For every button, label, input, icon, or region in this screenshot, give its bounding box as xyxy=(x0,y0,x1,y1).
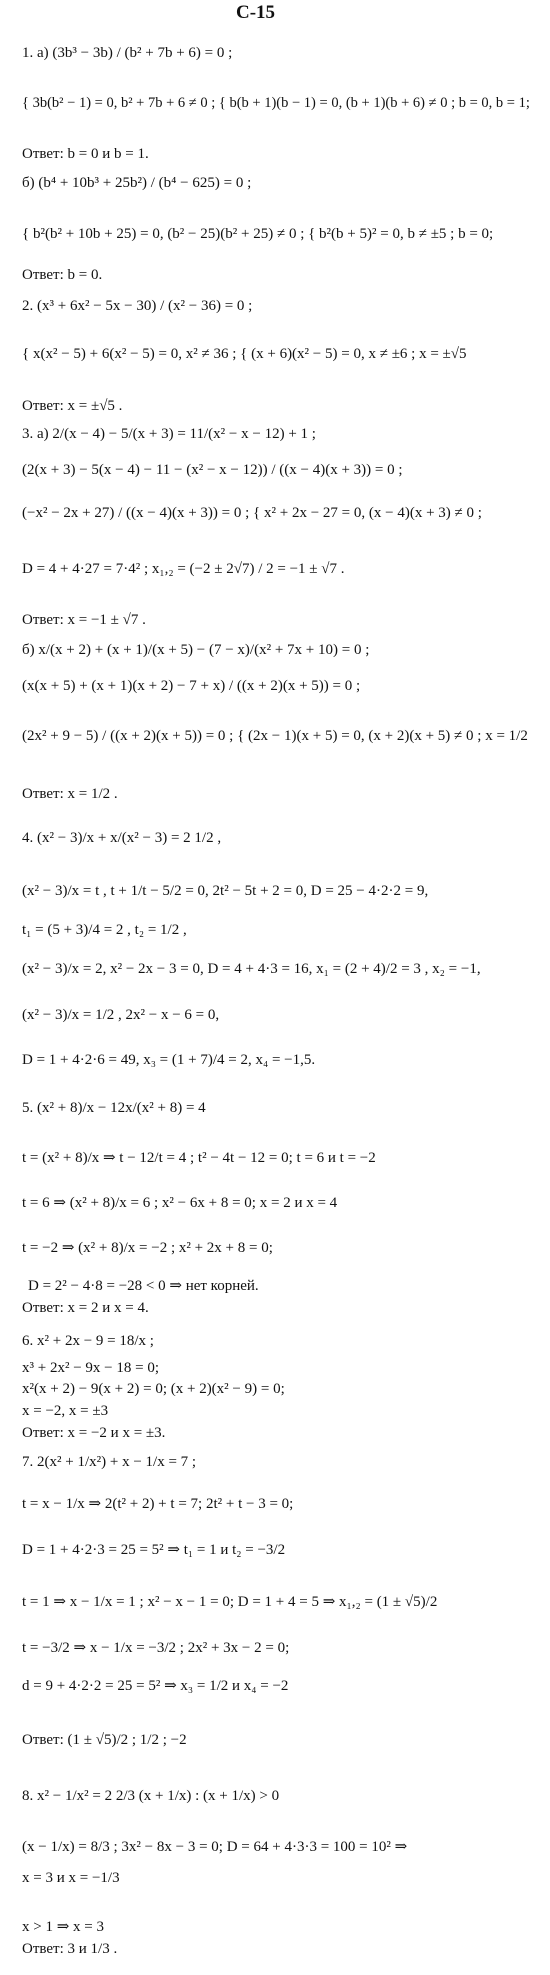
solution-line: Ответ: 3 и 1/3 . xyxy=(22,1941,118,1957)
solution-line: Ответ: x = −2 и x = ±3. xyxy=(22,1425,166,1441)
solution-line: x > 1 ⇒ x = 3 xyxy=(22,1919,104,1935)
solution-line: б) x/(x + 2) + (x + 1)/(x + 5) − (7 − x)/(x² + 7x + 10) = 0 ; xyxy=(22,642,370,658)
solution-line: 8. x² − 1/x² = 2 2/3 (x + 1/x) : (x + 1/x) > 0 xyxy=(22,1788,280,1804)
solution-line: x = −2, x = ±3 xyxy=(22,1403,109,1419)
solution-line: Ответ: x = 1/2 . xyxy=(22,786,118,802)
solution-line: (x² − 3)/x = 2, x² − 2x − 3 = 0, D = 4 + 4·3 = 16, x₁ = (2 + 4)/2 = 3 , x₂ = −1, xyxy=(22,961,481,977)
solution-line: D = 4 + 4·27 = 7·4² ; x₁,₂ = (−2 ± 2√7) / 2 = −1 ± √7 . xyxy=(22,561,345,577)
solution-line: Ответ: x = 2 и x = 4. xyxy=(22,1300,149,1316)
solution-line: Ответ: b = 0. xyxy=(22,267,103,283)
solution-line: t₁ = (5 + 3)/4 = 2 , t₂ = 1/2 , xyxy=(22,922,187,938)
solution-line: 7. 2(x² + 1/x²) + x − 1/x = 7 ; xyxy=(22,1454,197,1470)
solution-line: t = x − 1/x ⇒ 2(t² + 2) + t = 7; 2t² + t − 3 = 0; xyxy=(22,1496,294,1512)
solution-line: (x² − 3)/x = t , t + 1/t − 5/2 = 0, 2t² − 5t + 2 = 0, D = 25 − 4·2·2 = 9, xyxy=(22,883,429,899)
solution-line: (x(x + 5) + (x + 1)(x + 2) − 7 + x) / ((x + 2)(x + 5)) = 0 ; xyxy=(22,678,361,694)
solution-line: t = 1 ⇒ x − 1/x = 1 ; x² − x − 1 = 0; D = 1 + 4 = 5 ⇒ x₁,₂ = (1 ± √5)/2 xyxy=(22,1594,438,1610)
solution-line: 1. а) (3b³ − 3b) / (b² + 7b + 6) = 0 ; xyxy=(22,45,233,61)
solution-line: Ответ: x = ±√5 . xyxy=(22,398,123,414)
solution-line: t = (x² + 8)/x ⇒ t − 12/t = 4 ; t² − 4t − 12 = 0; t = 6 и t = −2 xyxy=(22,1150,376,1166)
solution-line: t = −3/2 ⇒ x − 1/x = −3/2 ; 2x² + 3x − 2 = 0; xyxy=(22,1640,290,1656)
solution-line: б) (b⁴ + 10b³ + 25b²) / (b⁴ − 625) = 0 ; xyxy=(22,175,252,191)
solution-line: t = 6 ⇒ (x² + 8)/x = 6 ; x² − 6x + 8 = 0; x = 2 и x = 4 xyxy=(22,1195,338,1211)
solution-line: Ответ: (1 ± √5)/2 ; 1/2 ; −2 xyxy=(22,1732,187,1748)
solution-line: 4. (x² − 3)/x + x/(x² − 3) = 2 1/2 , xyxy=(22,830,222,846)
solution-line: Ответ: x = −1 ± √7 . xyxy=(22,612,146,628)
solution-line: 2. (x³ + 6x² − 5x − 30) / (x² − 36) = 0 ; xyxy=(22,298,253,314)
solution-line: (−x² − 2x + 27) / ((x − 4)(x + 3)) = 0 ; { x² + 2x − 27 = 0, (x − 4)(x + 3) ≠ 0 ; xyxy=(22,505,482,521)
solution-line: Ответ: b = 0 и b = 1. xyxy=(22,146,149,162)
solution-line: 5. (x² + 8)/x − 12x/(x² + 8) = 4 xyxy=(22,1100,206,1116)
solution-line: x²(x + 2) − 9(x + 2) = 0; (x + 2)(x² − 9) = 0; xyxy=(22,1381,285,1397)
solution-line: (x² − 3)/x = 1/2 , 2x² − x − 6 = 0, xyxy=(22,1007,220,1023)
solution-line: D = 2² − 4·8 = −28 < 0 ⇒ нет корней. xyxy=(28,1278,259,1294)
solution-line: D = 1 + 4·2·6 = 49, x₃ = (1 + 7)/4 = 2, x₄ = −1,5. xyxy=(22,1052,316,1068)
solution-line: D = 1 + 4·2·3 = 25 = 5² ⇒ t₁ = 1 и t₂ = −3/2 xyxy=(22,1542,286,1558)
solution-line: x = 3 и x = −1/3 xyxy=(22,1870,120,1886)
solution-line: t = −2 ⇒ (x² + 8)/x = −2 ; x² + 2x + 8 = 0; xyxy=(22,1240,273,1256)
solution-line: 6. x² + 2x − 9 = 18/x ; xyxy=(22,1333,154,1349)
solution-line: d = 9 + 4·2·2 = 25 = 5² ⇒ x₃ = 1/2 и x₄ = −2 xyxy=(22,1678,289,1694)
solution-line: (x − 1/x) = 8/3 ; 3x² − 8x − 3 = 0; D = 64 + 4·3·3 = 100 = 10² ⇒ xyxy=(22,1839,408,1855)
solution-line: (2x² + 9 − 5) / ((x + 2)(x + 5)) = 0 ; { (2x − 1)(x + 5) = 0, (x + 2)(x + 5) ≠ 0 ; x = 1/2 xyxy=(22,728,528,744)
solution-line: { x(x² − 5) + 6(x² − 5) = 0, x² ≠ 36 ; { (x + 6)(x² − 5) = 0, x ≠ ±6 ; x = ±√5 xyxy=(22,346,467,362)
page-title: С-15 xyxy=(236,2,276,23)
solution-line: x³ + 2x² − 9x − 18 = 0; xyxy=(22,1360,159,1376)
solution-line: { 3b(b² − 1) = 0, b² + 7b + 6 ≠ 0 ; { b(b + 1)(b − 1) = 0, (b + 1)(b + 6) ≠ 0 ; b = 0, b = 1; xyxy=(22,95,530,111)
solution-line: 3. а) 2/(x − 4) − 5/(x + 3) = 11/(x² − x − 12) + 1 ; xyxy=(22,426,316,442)
solution-line: (2(x + 3) − 5(x − 4) − 11 − (x² − x − 12)) / ((x − 4)(x + 3)) = 0 ; xyxy=(22,462,403,478)
solution-line: { b²(b² + 10b + 25) = 0, (b² − 25)(b² + 25) ≠ 0 ; { b²(b + 5)² = 0, b ≠ ±5 ; b = 0; xyxy=(22,226,494,242)
